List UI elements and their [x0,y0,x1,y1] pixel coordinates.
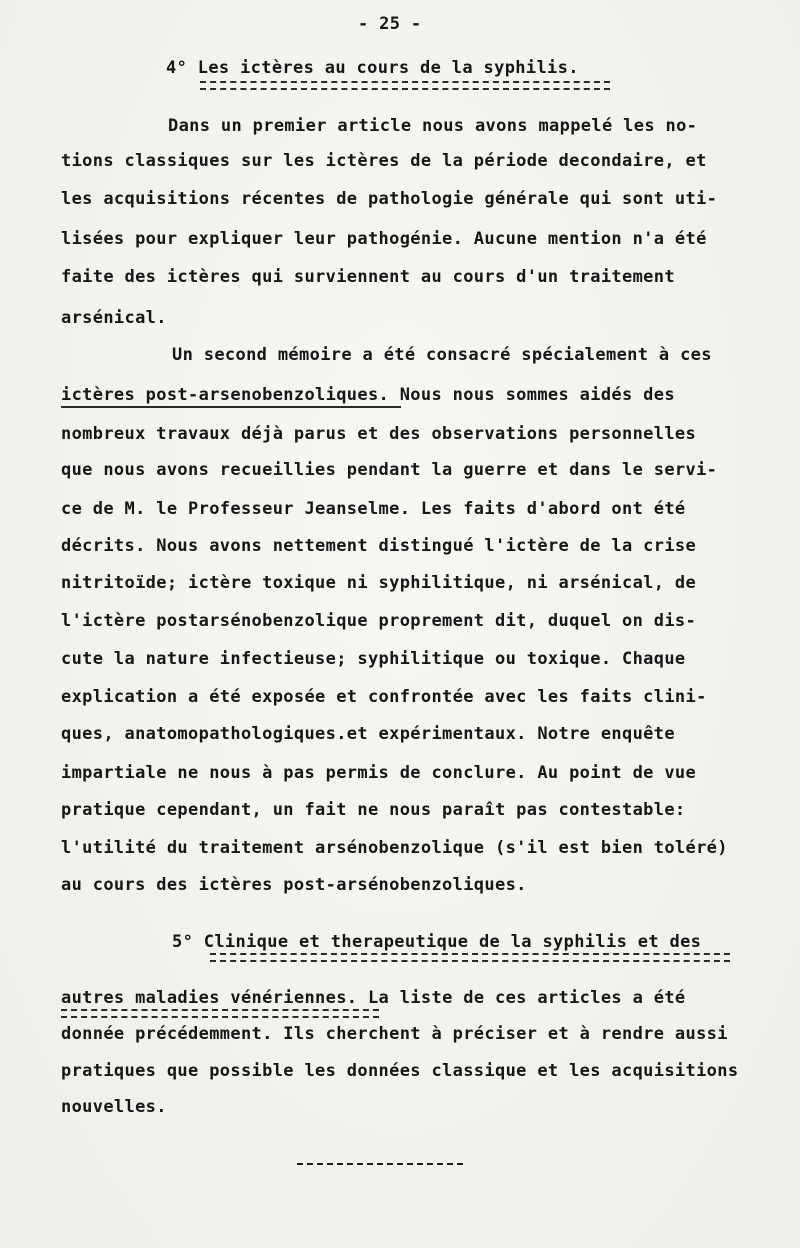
text-line: Un second mémoire a été consacré spécialement à ces [172,345,712,365]
text-line: ques, anatomopathologiques.et expérimentaux. Notre enquête [61,724,675,744]
text-line: cute la nature infectieuse; syphilitique ou toxique. Chaque [61,649,686,669]
section-4-title: 4° Les ictères au cours de la syphilis. [166,58,579,78]
text-line: impartiale ne nous à pas permis de conclure. Au point de vue [61,763,697,783]
closing-separator [297,1163,463,1165]
text-line: l'ictère postarsénobenzolique proprement dit, duquel on dis- [61,611,697,631]
text-line: pratiques que possible les données classique et les acquisitions [61,1061,739,1081]
text-line: faite des ictères qui surviennent au cours d'un traitement [61,267,675,287]
text-line: Dans un premier article nous avons mappelé les no- [168,116,698,136]
text-line: ce de M. le Professeur Jeanselme. Les faits d'abord ont été [61,499,686,519]
section-5-title-underline [210,953,730,962]
text-line: l'utilité du traitement arsénobenzolique (s'il est bien toléré) [61,838,728,858]
text-line: explication a été exposée et confrontée avec les faits clini- [61,687,707,707]
text-line: que nous avons recueillies pendant la guerre et dans le servi- [61,460,718,480]
text-line: au cours des ictères post-arsénobenzoliques. [61,875,527,895]
section-5-title-underline-2 [61,1009,379,1018]
text-line: nombreux travaux déjà parus et des observations personnelles [61,424,697,444]
page-number: - 25 - [358,14,422,34]
text-line [61,988,686,1008]
text-line: lisées pour expliquer leur pathogénie. Aucune mention n'a été [61,229,707,249]
text-line: tions classiques sur les ictères de la période decondaire, et [61,151,707,171]
section-4-title-underline [200,81,610,90]
text-line: arsénical. [61,308,167,328]
text-line: décrits. Nous avons nettement distingué l'ictère de la crise [61,536,697,556]
phrase-underline [61,406,401,408]
section-5-title-continued: autres maladies vénériennes. [61,988,358,1008]
underlined-phrase: ictères post-arsenobenzoliques. [61,385,390,405]
text-line: nitritoïde; ictère toxique ni syphilitique, ni arsénical, de [61,573,697,593]
text-fragment: La liste de ces articles a été [357,988,686,1008]
text-line: pratique cependant, un fait ne nous paraît pas contestable: [61,800,686,820]
text-line: donnée précédemment. Ils cherchent à préciser et à rendre aussi [61,1024,728,1044]
section-5-title: 5° Clinique et therapeutique de la syphilis et des [172,932,702,952]
text-fragment: Nous nous sommes aidés des [389,385,675,405]
text-line: nouvelles. [61,1097,167,1117]
text-line: les acquisitions récentes de pathologie générale qui sont uti- [61,189,718,209]
text-line [61,385,675,405]
